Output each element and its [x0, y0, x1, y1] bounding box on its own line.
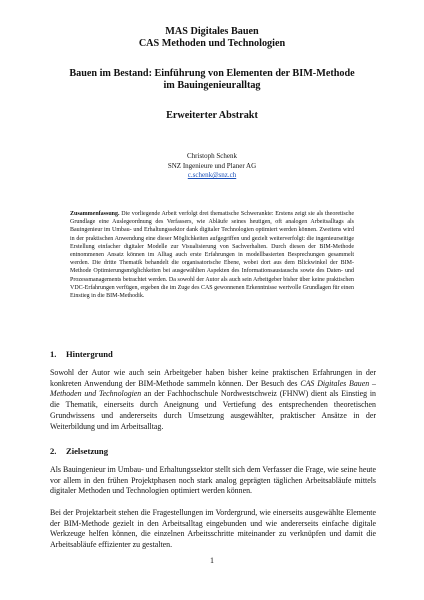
title-block [40, 26, 384, 122]
section-1-paragraph [50, 368, 376, 432]
paper-title [40, 68, 384, 92]
author-block [40, 152, 384, 181]
program-title-line2: CAS Methoden und Technologien [138, 38, 286, 49]
section-heading-2 [50, 446, 108, 456]
section-number: 1. [50, 349, 57, 359]
paragraph-text: an der Fachhochschule Nordwestschweiz (FHNW) dient als Einstieg in die Thematik, einerseits durch Aneignung und Vertiefung des entsprechenden theoretischen Grundwissens und andererseits durch Umsetzung ausgewählter, praktischer Ansätze in der Weiterbildung und im Arbeitsalltag. [50, 389, 376, 431]
page-number: 1 [210, 556, 214, 565]
author-affiliation: SNZ Ingenieure und Planer AG [167, 161, 257, 170]
section-title: Hintergrund [66, 349, 113, 359]
section-title: Zielsetzung [66, 446, 109, 456]
course-name: CAS Digitales Bauen – Methoden und Technologien [50, 378, 376, 399]
abstract-heading: Erweiterter Abstrakt [166, 110, 258, 121]
section-number: 2. [50, 446, 57, 456]
section-heading-1 [50, 349, 113, 359]
paper-title-line1: Bauen im Bestand: Einführung von Elementen der BIM-Methode [69, 68, 355, 79]
paper-title-line2: im Bauingenieuralltag [163, 80, 261, 91]
author-name: Christoph Schenk [187, 152, 237, 160]
abstract-label: Zusammenfassung. [70, 211, 120, 217]
section-2-paragraph-1: Als Bauingenieur im Umbau- und Erhaltungssektor stellt sich dem Verfasser die Frage, wie seine heute vor allem in den frühen Projektphasen noch stark analog geprägten täglichen Arbeitsabläufe mittels digitaler Methoden und Technologien optimiert werden können. [50, 465, 376, 496]
abstract-paragraph [70, 210, 354, 300]
abstract-text: Die vorliegende Arbeit verfolgt drei thematische Schwerankte: Erstens zeigt sie als theoretische Grundlage eine Auslegeordnung des Verfassers, wie Abläufe seines heutigen, oft analogen Arbeitsalltags als Bauingenieur im Umbau- und Erhaltungssektor dank digitaler Technologien optimiert werden können. Zweitens wird in der praktischen Anwendung eine dieser Möglichkeiten aufgegriffen und gezielt weiterverfolgt: die ingenieurseitige Erstellung einfacher digitaler Modelle zur Visualisierung von Sachverhalten. Durch diesen der BIM-Methode entnommenen Ansatz können im Alltag auch erste Erfahrungen in modellbasierten Besprechungen gesammelt werden. Die dritte Thematik behandelt die organisatorische Ebene, wobei dort aus dem Blickwinkel der BIM-Methode Optimierungsmöglichkeiten bei ausgewählten Aspekten des Informationsaustauschs sowie des Daten- und Prozessmanagements betrachtet werden. Da sowohl der Autor als auch sein Arbeitgeber bisher über keine praktischen VDC-Erfahrungen verfügen, ergeben die im Zuge des CAS gewonnenen Erkenntnisse wertvolle Grundlagen für einen Einstieg in die BIM-Methodik. [70, 211, 354, 300]
author-email-link[interactable]: c.schenk@snz.ch [187, 171, 237, 179]
paragraph-text: Sowohl der Autor wie auch sein Arbeitgeber haben bisher keine praktischen Erfahrungen in der konkreten Anwendung der BIM-Methode sammeln können. Der Besuch des [50, 368, 376, 388]
program-title [40, 26, 384, 50]
program-title-line1: MAS Digitales Bauen [165, 26, 259, 37]
section-2-paragraph-2: Bei der Projektarbeit stehen die Fragestellungen im Vordergrund, wie einerseits ausgewählte Elemente der BIM-Methode gezielt in den Arbeitsalltag eingebunden und wie andererseits einfache digitale Werkzeuge helfen können, die einzelnen Arbeitsschritte miteinander zu verknüpfen und damit die Arbeitsabläufe effizienter zu gestalten. [50, 508, 376, 550]
